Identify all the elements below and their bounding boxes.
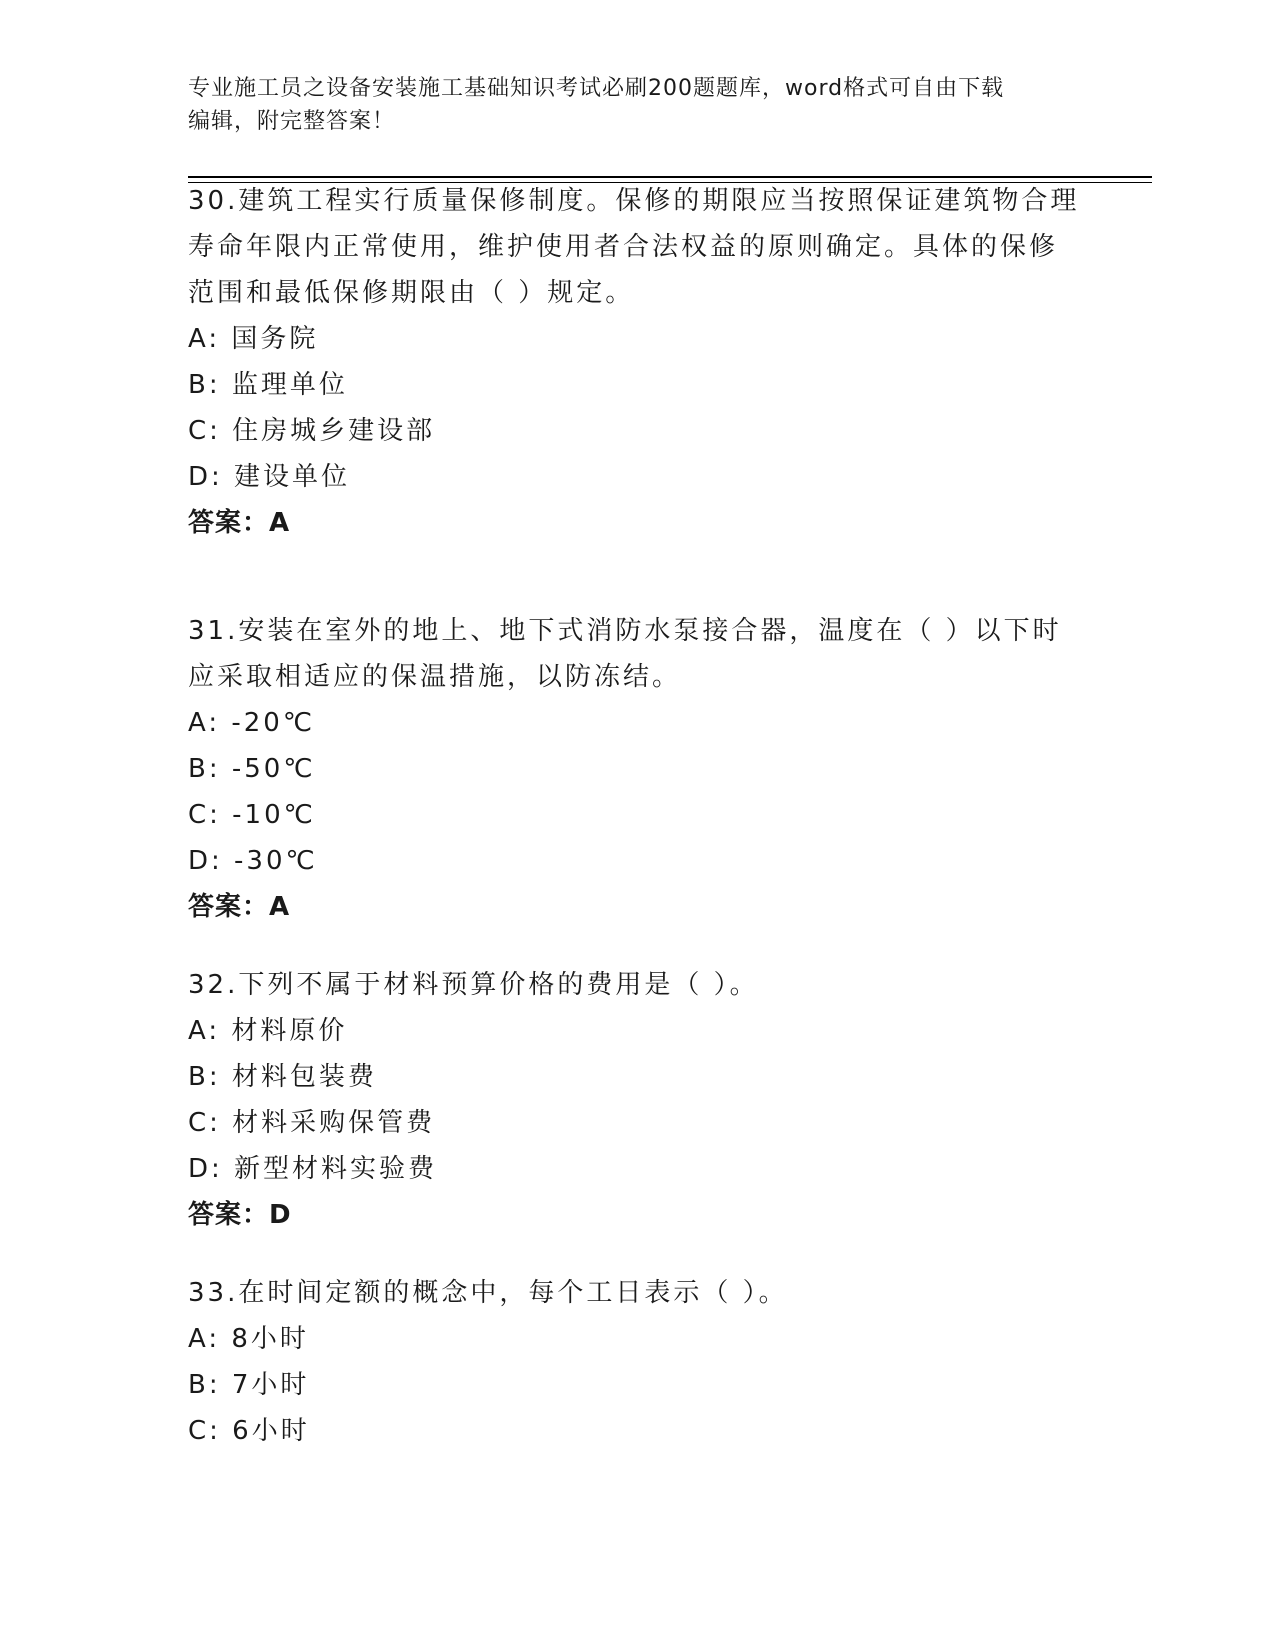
question-stem-line: 寿命年限内正常使用，维护使用者合法权益的原则确定。具体的保修 xyxy=(188,232,1059,262)
option-a: A: 8小时 xyxy=(188,1324,309,1354)
option-b: B: 材料包装费 xyxy=(188,1062,377,1092)
question-33 xyxy=(188,1270,1108,1454)
question-stem xyxy=(188,1270,1108,1316)
question-stem xyxy=(188,178,1108,316)
option-c: C: 6小时 xyxy=(188,1416,310,1446)
option-d: D: -30℃ xyxy=(188,846,318,876)
answer-line: 答案：D xyxy=(188,1200,292,1230)
header-line-2: 编辑，附完整答案！ xyxy=(188,109,396,134)
answer-line: 答案：A xyxy=(188,892,291,922)
header-line-1: 专业施工员之设备安装施工基础知识考试必刷200题题库，word格式可自由下载 xyxy=(188,76,1005,101)
option-d: D: 建设单位 xyxy=(188,462,351,492)
question-stem xyxy=(188,962,1108,1008)
option-b: B: -50℃ xyxy=(188,754,316,784)
option-a: A: 材料原价 xyxy=(188,1016,348,1046)
question-30 xyxy=(188,178,1108,546)
document-header xyxy=(188,72,1068,138)
question-31 xyxy=(188,608,1108,930)
option-a: A: -20℃ xyxy=(188,708,316,738)
option-a: A: 国务院 xyxy=(188,324,319,354)
option-d: D: 新型材料实验费 xyxy=(188,1154,438,1184)
option-c: C: 住房城乡建设部 xyxy=(188,416,436,446)
question-stem-line: 范围和最低保修期限由（ ）规定。 xyxy=(188,278,635,308)
question-stem-line: 31.安装在室外的地上、地下式消防水泵接合器，温度在（ ）以下时 xyxy=(188,616,1062,646)
question-stem-line: 应采取相适应的保温措施，以防冻结。 xyxy=(188,662,682,692)
question-stem xyxy=(188,608,1108,700)
option-c: C: -10℃ xyxy=(188,800,316,830)
option-c: C: 材料采购保管费 xyxy=(188,1108,436,1138)
answer-line: 答案：A xyxy=(188,508,291,538)
question-stem-line: 30.建筑工程实行质量保修制度。保修的期限应当按照保证建筑物合理 xyxy=(188,186,1080,216)
option-b: B: 7小时 xyxy=(188,1370,310,1400)
question-stem-line: 33.在时间定额的概念中，每个工日表示（ ）。 xyxy=(188,1278,788,1308)
question-32 xyxy=(188,962,1108,1238)
question-stem-line: 32.下列不属于材料预算价格的费用是（ ）。 xyxy=(188,970,759,1000)
option-b: B: 监理单位 xyxy=(188,370,348,400)
